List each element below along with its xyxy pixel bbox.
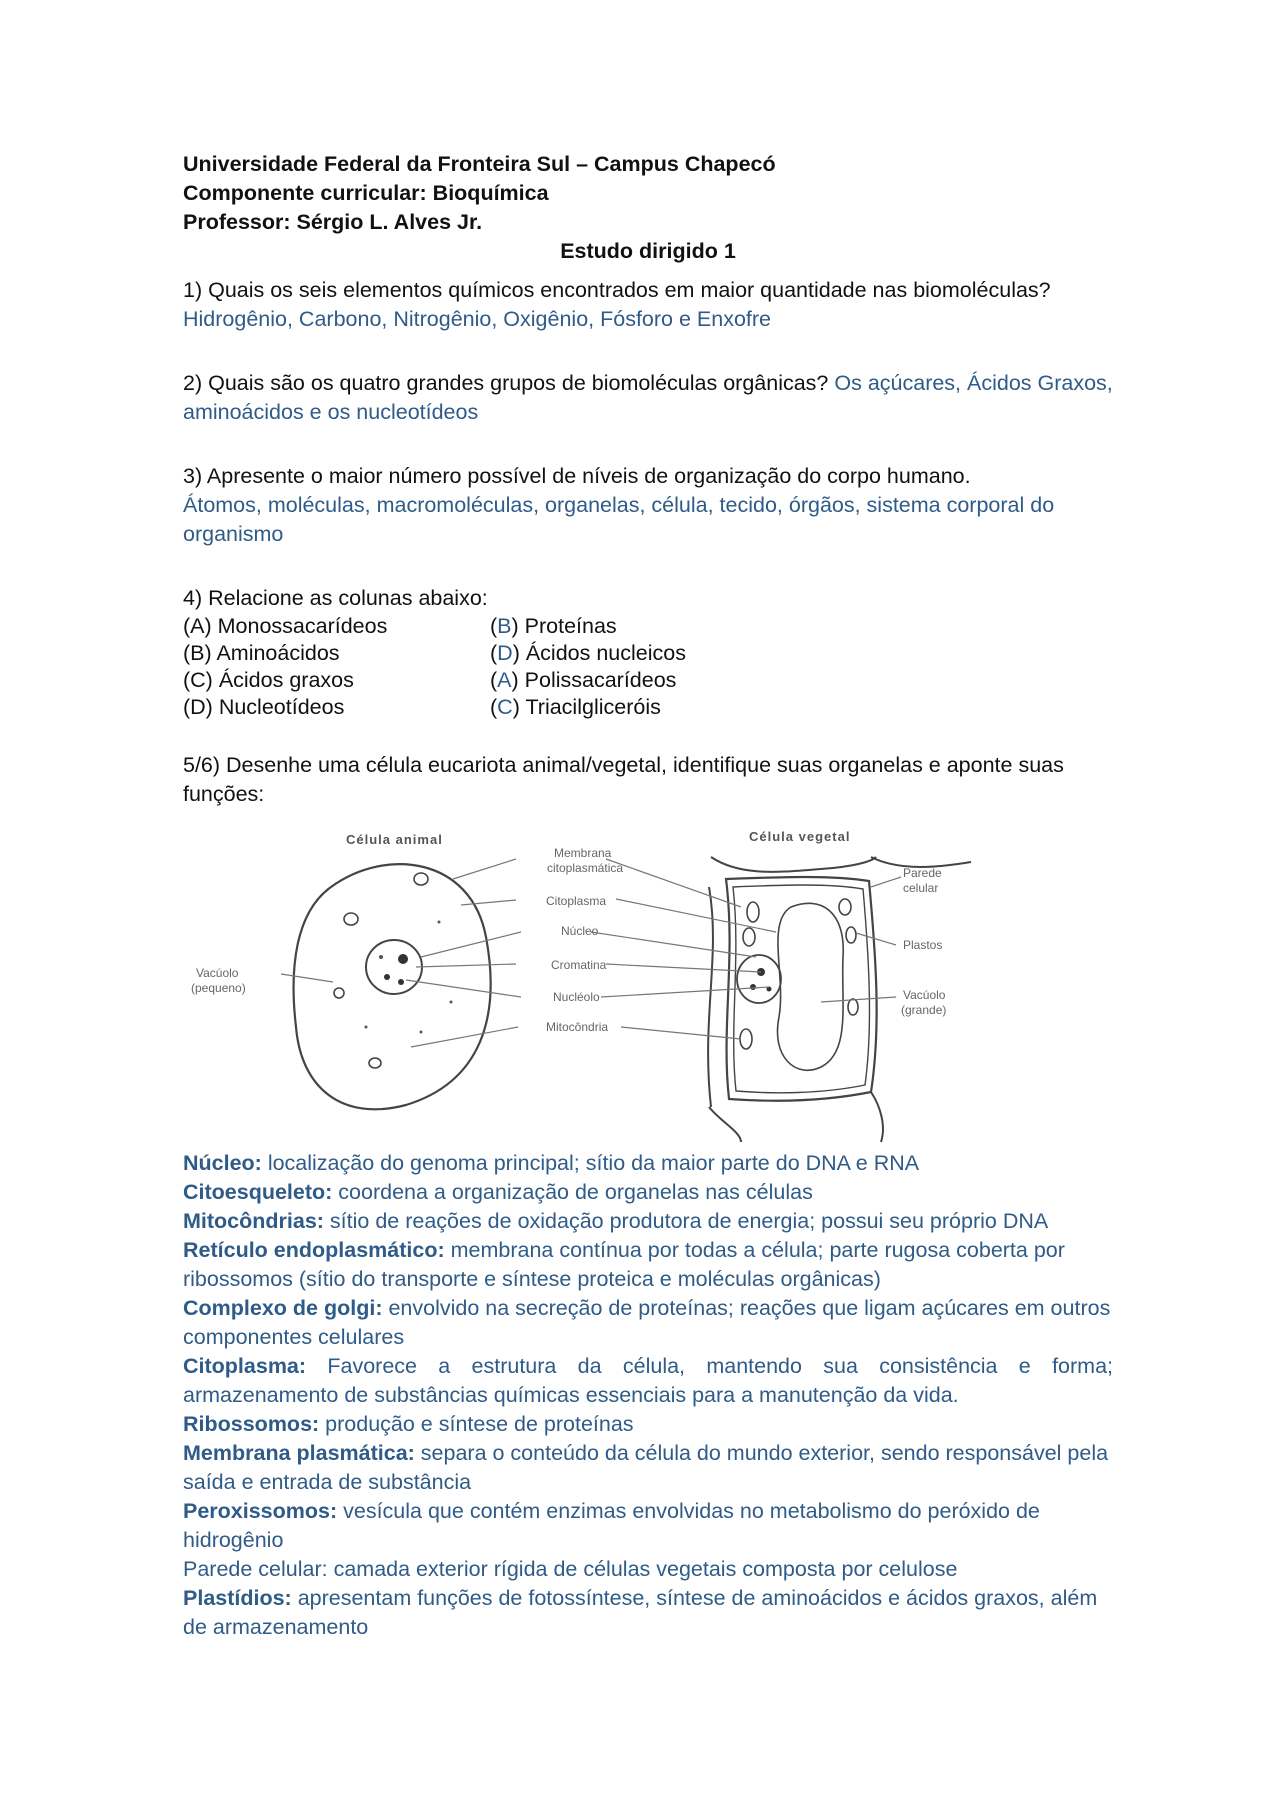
question-3-answer: Átomos, moléculas, macromoléculas, organelas, célula, tecido, órgãos, sistema corporal do organismo <box>183 493 1055 546</box>
right-item-text: Proteínas <box>524 614 617 638</box>
definition-item <box>183 1439 1113 1497</box>
right-item: (B) Proteínas <box>490 614 617 638</box>
definition-term: Citoplasma: <box>183 1354 307 1378</box>
definition-term: Mitocôndrias: <box>183 1209 324 1233</box>
cell-diagram-svg <box>181 817 1111 1147</box>
definition-term: Ribossomos: <box>183 1412 320 1436</box>
definition-text: envolvido na secreção de proteínas; reações que ligam açúcares em outros componentes celulares <box>183 1296 1111 1349</box>
definition-term: Núcleo: <box>183 1151 262 1175</box>
leader-lines <box>281 859 901 1047</box>
question-3 <box>183 462 1113 549</box>
label-membrana: Membrana <box>554 846 612 860</box>
definition-item <box>183 1207 1113 1236</box>
definition-item <box>183 1555 1113 1584</box>
definition-item <box>183 1584 1113 1642</box>
left-item: (A) Monossacarídeos <box>183 614 388 638</box>
question-5: 5/6) Desenhe uma célula eucariota animal/vegetal, identifique suas organelas e aponte suas funções: <box>183 753 1064 806</box>
answer-letter: D <box>497 641 513 665</box>
animal-cell-title: Célula animal <box>346 832 443 847</box>
question-2 <box>183 369 1113 427</box>
plant-cell-title: Célula vegetal <box>749 829 851 844</box>
left-item: (B) Aminoácidos <box>183 641 340 665</box>
definition-item <box>183 1149 1113 1178</box>
label-plastos: Plastos <box>903 938 943 952</box>
professor-line: Professor: Sérgio L. Alves Jr. <box>183 210 483 234</box>
document-page <box>183 150 1113 1642</box>
right-item: (C) Triacilgliceróis <box>490 695 661 719</box>
matching-columns <box>183 613 1113 721</box>
definition-text: Favorece a estrutura da célula, mantendo sua consistência e forma; armazenamento de substâncias químicas essenciais para a manutenção da vida. <box>183 1354 1113 1407</box>
question-1-text: 1) Quais os seis elementos químicos encontrados em maior quantidade nas biomoléculas? <box>183 278 1051 302</box>
label-mitocondria: Mitocôndria <box>546 1020 609 1034</box>
label-celular: celular <box>903 881 939 895</box>
definition-text: vesícula que contém enzimas envolvidas no metabolismo do peróxido de hidrogênio <box>183 1499 1040 1552</box>
right-item-text: Ácidos nucleicos <box>525 641 686 665</box>
definition-item <box>183 1352 1113 1410</box>
label-vacuolo-grande: Vacúolo <box>903 988 946 1002</box>
question-2-answer: Os açúcares, Ácidos Graxos, aminoácidos e os nucleotídeos <box>183 371 1113 424</box>
right-item: (D) Ácidos nucleicos <box>490 641 686 665</box>
definition-term: Membrana plasmática: <box>183 1441 415 1465</box>
label-nucleo: Núcleo <box>561 924 599 938</box>
definition-item <box>183 1410 1113 1439</box>
definition-text: coordena a organização de organelas nas células <box>332 1180 813 1204</box>
definition-item <box>183 1236 1113 1294</box>
definition-text: Parede celular: camada exterior rígida de células vegetais composta por celulose <box>183 1557 958 1581</box>
definition-term: Citoesqueleto: <box>183 1180 333 1204</box>
component-line: Componente curricular: Bioquímica <box>183 181 549 205</box>
university-line: Universidade Federal da Fronteira Sul – Campus Chapecó <box>183 152 776 176</box>
definition-text: produção e síntese de proteínas <box>319 1412 634 1436</box>
definition-text: separa o conteúdo da célula do mundo exterior, sendo responsável pela saída e entrada de substância <box>183 1441 1109 1494</box>
animal-cell <box>294 864 491 1109</box>
definition-term: Peroxissomos: <box>183 1499 338 1523</box>
definition-term: Complexo de golgi: <box>183 1296 383 1320</box>
left-item: (D) Nucleotídeos <box>183 695 345 719</box>
definition-text: localização do genoma principal; sítio da maior parte do DNA e RNA <box>261 1151 920 1175</box>
definition-text: apresentam funções de fotossíntese, síntese de aminoácidos e ácidos graxos, além de armazenamento <box>183 1586 1098 1639</box>
label-vacuolo-pequeno-2: (pequeno) <box>191 981 246 995</box>
label-cromatina: Cromatina <box>551 958 607 972</box>
label-citoplasma: Citoplasma <box>546 894 607 908</box>
right-item-text: Polissacarídeos <box>524 668 677 692</box>
question-2-text: 2) Quais são os quatro grandes grupos de biomoléculas orgânicas? <box>183 371 829 395</box>
label-vacuolo-pequeno: Vacúolo <box>196 966 239 980</box>
right-item-text: Triacilgliceróis <box>525 695 661 719</box>
question-3-text: 3) Apresente o maior número possível de níveis de organização do corpo humano. <box>183 464 971 488</box>
diagram-labels <box>191 846 946 1034</box>
label-nucleolo: Nucléolo <box>553 990 600 1004</box>
definitions-list <box>183 1149 1113 1642</box>
right-item: (A) Polissacarídeos <box>490 668 677 692</box>
definition-term: Plastídios: <box>183 1586 292 1610</box>
label-vacuolo-grande-2: (grande) <box>901 1003 947 1017</box>
definition-item <box>183 1294 1113 1352</box>
answer-letter: C <box>497 695 513 719</box>
definition-item <box>183 1497 1113 1555</box>
document-title: Estudo dirigido 1 <box>560 239 736 263</box>
answer-letter: A <box>497 668 512 692</box>
question-1-answer: Hidrogênio, Carbono, Nitrogênio, Oxigênio, Fósforo e Enxofre <box>183 307 771 331</box>
definition-term: Retículo endoplasmático: <box>183 1238 445 1262</box>
definition-text: sítio de reações de oxidação produtora de energia; possui seu próprio DNA <box>323 1209 1049 1233</box>
left-item: (C) Ácidos graxos <box>183 668 354 692</box>
question-4-text: 4) Relacione as colunas abaixo: <box>183 586 488 610</box>
definition-text: membrana contínua por todas a célula; parte rugosa coberta por ribossomos (sítio do transporte e síntese proteica e moléculas orgânicas) <box>183 1238 1065 1291</box>
answer-letter: B <box>497 614 512 638</box>
label-parede: Parede <box>903 866 942 880</box>
question-4 <box>183 584 1113 721</box>
definition-item <box>183 1178 1113 1207</box>
question-1 <box>183 276 1113 334</box>
cell-diagram <box>181 817 1111 1147</box>
label-citoplasmatica: citoplasmática <box>547 861 624 875</box>
